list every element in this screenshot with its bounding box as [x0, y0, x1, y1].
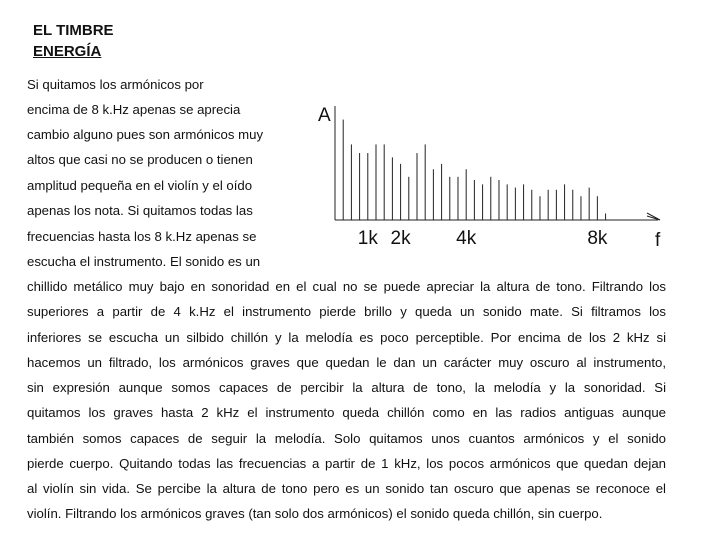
- paragraph-line: hacemos un filtrado, los armónicos graves que quedan le dan un carácter muy oscuro al instrumento,: [27, 355, 666, 370]
- paragraph-line: pierde cuerpo. Quitando todas las frecuencias a partir de 1 kHz, los pocos armónicos que quedan dejan: [27, 456, 666, 471]
- paragraph-line: al violín sin vida. Se percibe la altura de tono pero es un sonido tan oscuro que apenas se reconoce el: [27, 481, 666, 496]
- bars-group: [343, 120, 605, 220]
- paragraph-line: escucha el instrumento. El sonido es un: [27, 254, 261, 269]
- paragraph-line: inferiores se escucha un silbido chillón y la melodía es poco perceptible. Por encima de los 2 kHz si: [27, 330, 666, 345]
- harmonic-spectrum-chart: [310, 100, 680, 250]
- x-axis-arrow-icon: [647, 213, 660, 220]
- x-tick-label-1k: 1k: [357, 228, 378, 249]
- paragraph-line: Si quitamos los armónicos por: [27, 77, 204, 92]
- paragraph-line: encima de 8 k.Hz apenas se aprecia: [27, 102, 241, 117]
- x-tick-label-4k: 4k: [456, 228, 477, 249]
- paragraph-line: cambio alguno pues son armónicos muy: [27, 127, 264, 142]
- x-tick-label-2k: 2k: [390, 228, 411, 249]
- paragraph-line: sin expresión aunque somos capaces de percibir la altura de tono, la melodía y la sonoridad. Si: [27, 380, 666, 395]
- paragraph-line: amplitud pequeña en el violín y el oído: [27, 178, 253, 193]
- page-subtitle: ENERGÍA: [33, 43, 102, 60]
- x-axis-label: f: [655, 230, 661, 250]
- page-title: EL TIMBRE: [33, 22, 114, 39]
- paragraph-line: violín. Filtrando los armónicos graves (tan solo dos armónicos) el sonido queda chillón, sin cuerpo.: [27, 506, 603, 521]
- paragraph-line: altos que casi no se producen o tienen: [27, 152, 253, 167]
- y-axis-label: A: [318, 105, 331, 126]
- paragraph-line: quitamos los graves hasta 2 kHz el instrumento queda chillón como en las radios antiguas aunque: [27, 405, 666, 420]
- x-tick-label-8k: 8k: [587, 228, 608, 249]
- paragraph-line: frecuencias hasta los 8 k.Hz apenas se: [27, 229, 257, 244]
- paragraph-line: superiores a partir de 4 k.Hz el instrumento pierde brillo y queda un sonido mate. Si filtramos los: [27, 304, 666, 319]
- paragraph-line: también somos capaces de seguir la melodía. Solo quitamos unos cuantos armónicos y el sonido: [27, 431, 666, 446]
- paragraph-line: chillido metálico muy bajo en sonoridad en el cual no se puede apreciar la altura de tono. Filtrando los: [27, 279, 666, 294]
- paragraph-line: apenas los nota. Si quitamos todas las: [27, 203, 253, 218]
